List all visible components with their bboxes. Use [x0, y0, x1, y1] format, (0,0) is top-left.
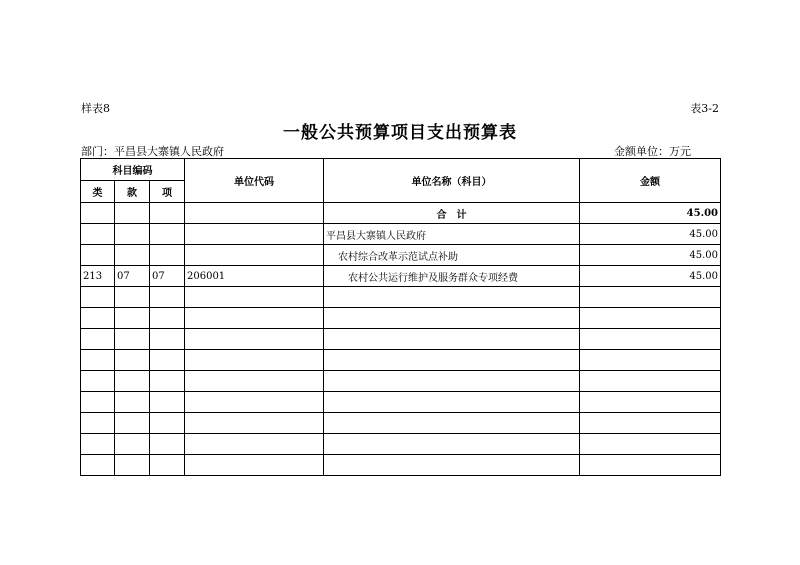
- cell-item: [150, 329, 185, 350]
- cell-amount: 45.00: [580, 245, 721, 266]
- cell-class: [81, 350, 115, 371]
- cell-amount: [580, 308, 721, 329]
- cell-unit-name: [324, 350, 580, 371]
- cell-amount: [580, 350, 721, 371]
- form-number: 样表8: [81, 102, 110, 115]
- cell-section: [115, 455, 150, 476]
- cell-class: [81, 224, 115, 245]
- table-row: [81, 329, 721, 350]
- cell-unit-name: 农村公共运行维护及服务群众专项经费: [324, 266, 580, 287]
- cell-unit-code: 206001: [185, 266, 324, 287]
- table-row: [81, 266, 721, 287]
- cell-class: [81, 245, 115, 266]
- cell-unit-code: [185, 455, 324, 476]
- table-row: [81, 350, 721, 371]
- cell-amount: [580, 455, 721, 476]
- cell-unit-name: [324, 392, 580, 413]
- cell-item: [150, 371, 185, 392]
- cell-section: [115, 308, 150, 329]
- cell-unit-name: [324, 434, 580, 455]
- cell-amount: 45.00: [580, 224, 721, 245]
- cell-item: [150, 434, 185, 455]
- table-row: [81, 287, 721, 308]
- cell-unit-name: 农村综合改革示范试点补助: [324, 245, 580, 266]
- cell-class: [81, 287, 115, 308]
- cell-unit-code: [185, 371, 324, 392]
- cell-class: [81, 392, 115, 413]
- cell-unit-code: [185, 434, 324, 455]
- cell-unit-name: [324, 287, 580, 308]
- header-item: 项: [150, 181, 185, 203]
- cell-unit-name: [324, 413, 580, 434]
- cell-section: [115, 413, 150, 434]
- cell-class: [81, 455, 115, 476]
- header-section: 款: [115, 181, 150, 203]
- cell-class: 213: [81, 266, 115, 287]
- cell-section: [115, 329, 150, 350]
- cell-amount: 45.00: [580, 266, 721, 287]
- table-header-row: [81, 159, 721, 181]
- cell-item: [150, 455, 185, 476]
- budget-table: [80, 158, 721, 476]
- cell-item: [150, 287, 185, 308]
- cell-section: [115, 392, 150, 413]
- cell-unit-code: [185, 350, 324, 371]
- cell-section: [115, 371, 150, 392]
- cell-amount: [580, 371, 721, 392]
- amount-unit-label: 金额单位：万元: [614, 145, 691, 158]
- cell-unit-code: [185, 245, 324, 266]
- header-subject-code: 科目编码: [81, 159, 185, 181]
- cell-section: [115, 245, 150, 266]
- cell-total-label: 合 计: [324, 203, 580, 224]
- cell-item: [150, 413, 185, 434]
- cell-unit-code: [185, 224, 324, 245]
- cell-section: [115, 203, 150, 224]
- cell-unit-code: [185, 329, 324, 350]
- cell-amount: [580, 392, 721, 413]
- header-unit-name: 单位名称（科目）: [324, 159, 580, 203]
- cell-section: 07: [115, 266, 150, 287]
- header-class: 类: [81, 181, 115, 203]
- cell-item: [150, 224, 185, 245]
- cell-section: [115, 434, 150, 455]
- cell-class: [81, 371, 115, 392]
- cell-item: 07: [150, 266, 185, 287]
- cell-unit-code: [185, 287, 324, 308]
- cell-section: [115, 287, 150, 308]
- cell-section: [115, 350, 150, 371]
- cell-amount: 45.00: [580, 203, 721, 224]
- header-unit-code: 单位代码: [185, 159, 324, 203]
- cell-item: [150, 350, 185, 371]
- page-title: 一般公共预算项目支出预算表: [283, 123, 517, 143]
- cell-unit-name: [324, 308, 580, 329]
- cell-unit-code: [185, 308, 324, 329]
- table-row: [81, 245, 721, 266]
- cell-item: [150, 245, 185, 266]
- cell-unit-code: [185, 203, 324, 224]
- cell-amount: [580, 413, 721, 434]
- cell-unit-name: [324, 455, 580, 476]
- table-row: [81, 455, 721, 476]
- cell-amount: [580, 434, 721, 455]
- table-row: [81, 308, 721, 329]
- table-row: [81, 224, 721, 245]
- cell-item: [150, 392, 185, 413]
- cell-class: [81, 308, 115, 329]
- table-row: [81, 413, 721, 434]
- header-amount: 金额: [580, 159, 721, 203]
- cell-class: [81, 329, 115, 350]
- cell-unit-name: [324, 329, 580, 350]
- cell-unit-name: 平昌县大寨镇人民政府: [324, 224, 580, 245]
- cell-amount: [580, 287, 721, 308]
- table-row: [81, 434, 721, 455]
- cell-item: [150, 203, 185, 224]
- cell-class: [81, 413, 115, 434]
- cell-section: [115, 224, 150, 245]
- cell-unit-name: [324, 371, 580, 392]
- table-row: [81, 203, 721, 224]
- cell-amount: [580, 329, 721, 350]
- table-number: 表3-2: [690, 102, 719, 115]
- cell-class: [81, 203, 115, 224]
- table-row: [81, 392, 721, 413]
- cell-unit-code: [185, 392, 324, 413]
- department-label: 部门：平昌县大寨镇人民政府: [81, 145, 224, 158]
- cell-item: [150, 308, 185, 329]
- cell-class: [81, 434, 115, 455]
- cell-unit-code: [185, 413, 324, 434]
- table-row: [81, 371, 721, 392]
